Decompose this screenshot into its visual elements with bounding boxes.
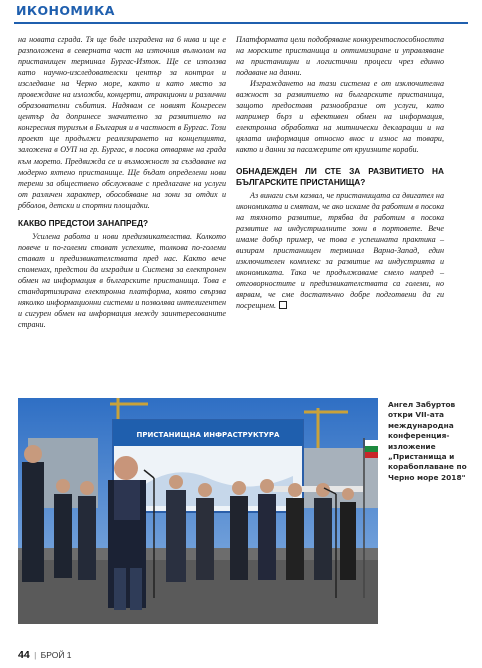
banner-brand-text: ПРИСТАНИЩНА ИНФРАСТРУКТУРА (136, 431, 280, 439)
article-paragraph-text: Аз винаги съм казвал, че пристанищата са двигател на икономиката и смятам, че ако искаме да работим в посока на тяхното развитие, трябва да работим в посока развитие на индустриалните зони в портовете. Вече имаме добър пример, че това е успешната практика – визирам пристанищен терминал Варна-Запад, един изключителен комплекс за развитие на индустрията и икономиката. Така че продължаваме смело напред – отговорностите и предизвикателствата са големи, но вярвам, че сме достатъчно добре подготвени да ги посрещнем. (236, 190, 444, 310)
article-paragraph: Усилена работа и нови предизвикателства. Колкото повече и по-големи стават успехите, толкова по-големи стават и предизвикателствата пред нас. Както вече споменах, предстои да изградим и Система за електронен обмен на информация в българските пристанища. Това е стандартизирана електронна платформа, която свързва няколко информационни системи и позволява интелигентен и сигурен обмен на информация между заинтересованите страни. (18, 231, 226, 330)
section-header (14, 0, 468, 24)
article-column-right (236, 34, 444, 311)
article-paragraph: Изграждането на тази система е от изключителна важност за развитието на българските пристанища, защото предоставя разнообразие от услуги, като например бърз и ефективен обмен на информация, електронна обработка на митнически декларации и на цялата информация относно внос и износ на товари, както и данни за пасажерите от круизните кораби. (236, 79, 444, 155)
page-footer (18, 649, 72, 663)
caption-line: Ангел Забуртов (388, 400, 456, 409)
page-number: 44 (18, 649, 30, 661)
caption-line: „Пристанища и (388, 452, 455, 462)
section-title: ИКОНОМИКА (16, 3, 115, 18)
article-column-left (18, 34, 226, 330)
caption-line: корабоплаване по (388, 462, 467, 472)
caption-line: конференция- (388, 431, 450, 441)
caption-line: откри VII-ата (388, 410, 444, 420)
event-photo (18, 398, 378, 624)
article-paragraph: на новата сграда. Тя ще бъде изградена на 6 нива и ще е разположена в северната част на източния вълнолом на пристанищен терминал Бургас-Изток. Ще се използва като научно-изследователски център за контрол и изследване на Черно море, както и като място за провеждане на изложби, концерти, атракциони и различни образователни събития. Надявам се новият Конгресен център да допринесе значително за развитието на конгресния туризъм в България и в частност в Бургас. Този проект ще продължи реализирането на концепцията, заложена в ОУП на гр. Бургас, в посока отваряне на града към морето. Предвижда се и възможност за създаване на модерно яхтено пристанище. Ще бъдат определени нови терени за обществено обслужване с предлагане на услуги от различен характер, обособяване на зони за отдих и рбболов, детски и спортни площадки. (18, 35, 226, 210)
event-photo-illustration (18, 398, 378, 624)
caption-line: изложение (388, 441, 436, 451)
article-subheading: ОБНАДЕЖДЕН ЛИ СТЕ ЗА РАЗВИТИЕТО НА БЪЛГАРСКИТЕ ПРИСТАНИЩА? (236, 165, 444, 187)
article-paragraph: Платформата цели подобряване конкурентоспособността на морските пристанища и оптимизиране и управляване на пристанищни и логистични процеси чрез единно подаване на данни. (236, 35, 444, 78)
caption-line: международна (388, 420, 454, 430)
end-of-article-icon (279, 301, 287, 309)
issue-label: БРОЙ 1 (40, 650, 72, 660)
photo-caption (388, 400, 472, 483)
article-paragraph-final (236, 190, 444, 312)
footer-separator: | (34, 650, 37, 660)
caption-line: Черно море 2018" (388, 472, 466, 482)
article-subheading: КАКВО ПРЕДСТОИ ЗАНАПРЕД? (18, 217, 149, 228)
